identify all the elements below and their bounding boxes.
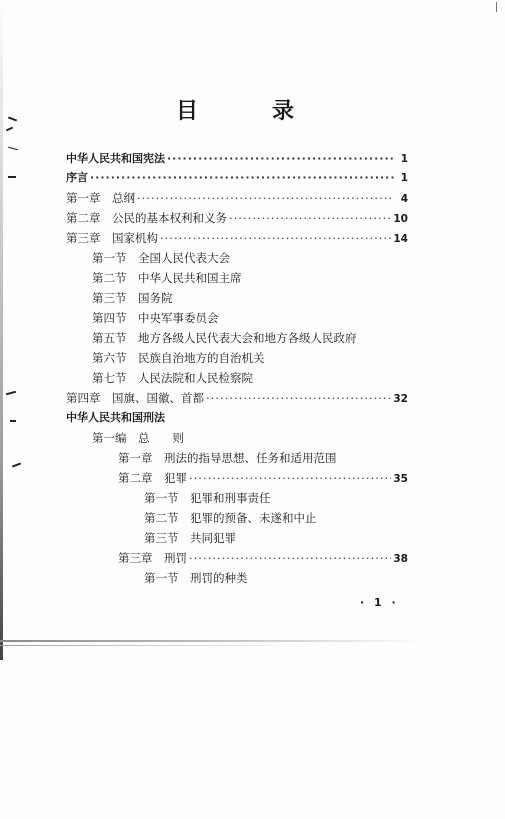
toc-entry: 第三节 国务院 [92,291,173,305]
scan-mark [8,147,18,151]
page-bottom-edge [0,640,420,642]
toc-entry: 第四章 国旗、国徽、首都 ····· 32 [66,390,408,407]
scan-mark [6,391,16,396]
toc-entry: 第二节 中华人民共和国主席 [92,271,242,285]
toc-entry: 序言 ····· 1 [66,170,408,186]
toc-entry: 中华人民共和国刑法 [66,411,165,424]
toc-entry: 中华人民共和国宪法 ····· 1 [66,151,408,167]
toc-entry: 第五节 地方各级人民代表大会和地方各级人民政府 [92,331,357,345]
toc-entry: 第六节 民族自治地方的自治机关 [92,351,265,365]
scan-mark [496,2,497,12]
toc-entry: 第三章 国家机构 ····· 14 [66,230,408,247]
toc-entry: 第一章 刑法的指导思想、任务和适用范围 [118,451,337,465]
toc-entry: 第一节 刑罚的种类 [144,571,248,585]
toc-entry: 第二节 犯罪的预备、未遂和中止 [144,511,317,525]
toc-entry: 第二章 犯罪 ····· 35 [118,470,408,487]
scan-mark [8,117,17,122]
toc-entry: 第四节 中央军事委员会 [92,311,219,325]
scan-mark [6,127,13,132]
scan-mark [12,463,21,468]
toc-entry: 第一节 全国人民代表大会 [92,251,230,265]
toc-entry: 第三章 刑罚 ····· 38 [118,550,408,567]
scan-mark [10,420,16,422]
toc-entry: 第七节 人民法院和人民检察院 [92,371,253,385]
toc-entry: 第一章 总纲 ····· 4 [66,190,408,207]
toc-entry: 第二章 公民的基本权利和义务 ····· 10 [66,210,408,227]
toc-entry: 第三节 共同犯罪 [144,531,236,545]
title-char-1: 目 [176,98,200,124]
page-number: · 1 · [360,596,399,609]
toc-entry: 第一节 犯罪和刑事责任 [144,491,271,505]
scan-edge-shadow [0,0,3,660]
toc-entry: 第一编 总 则 [92,431,184,445]
scan-mark [8,176,16,178]
title-char-2: 录 [272,98,296,124]
page-bottom-edge [0,645,300,646]
